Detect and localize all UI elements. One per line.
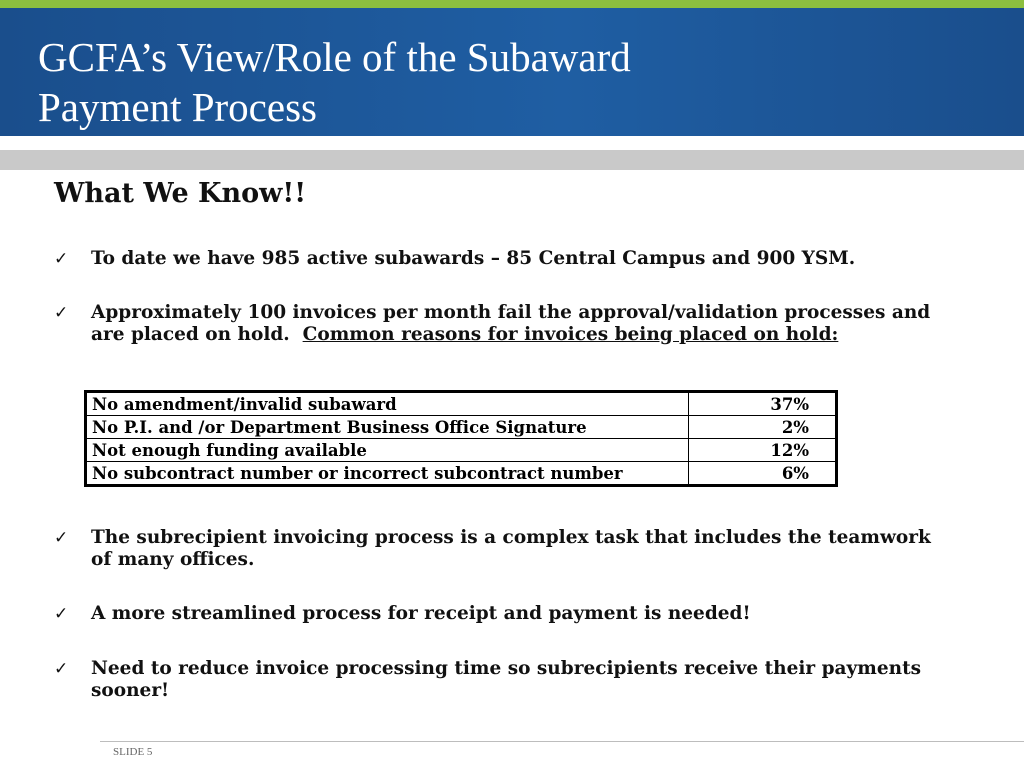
reason-cell: Not enough funding available (86, 439, 689, 462)
checkmark-icon: ✓ (54, 659, 69, 679)
slide-header (0, 8, 1024, 136)
hold-reasons-table (84, 390, 838, 487)
percent-cell: 12% (689, 439, 837, 462)
reason-cell: No amendment/invalid subaward (86, 392, 689, 416)
bullet-active-subawards (54, 248, 954, 270)
reason-cell: No P.I. and /or Department Business Office Signature (86, 416, 689, 439)
bullet-text (91, 302, 954, 346)
table-row (86, 416, 837, 439)
bullet-text: The subrecipient invoicing process is a complex task that includes the teamwork of many offices. (91, 527, 931, 570)
percent-cell: 2% (689, 416, 837, 439)
bullet-text-plain: Approximately 100 invoices per month fail the approval/validation processes and are placed on hold. (91, 302, 931, 345)
slide-title (38, 32, 838, 132)
checkmark-icon: ✓ (54, 303, 69, 323)
table-row (86, 392, 837, 416)
bullet-invoices-on-hold (54, 302, 954, 346)
bullet-complex-process (54, 527, 954, 571)
top-accent-stripe (0, 0, 1024, 8)
slide-title-line-2: Payment Process (38, 84, 317, 130)
bullet-text-underlined: Common reasons for invoices being placed on hold: (302, 324, 839, 345)
percent-cell: 37% (689, 392, 837, 416)
checkmark-icon: ✓ (54, 528, 69, 548)
reason-cell: No subcontract number or incorrect subcontract number (86, 462, 689, 486)
checkmark-icon: ✓ (54, 249, 69, 269)
bullet-text: To date we have 985 active subawards – 85 Central Campus and 900 YSM. (91, 248, 856, 269)
bullet-text: Need to reduce invoice processing time so subrecipients receive their payments sooner! (91, 658, 922, 701)
slide-title-line-1: GCFA’s View/Role of the Subaward (38, 34, 631, 80)
footer-divider (100, 741, 1024, 742)
section-heading: What We Know!! (54, 178, 307, 209)
header-divider-bar (0, 150, 1024, 170)
slide-number: SLIDE 5 (113, 746, 153, 758)
bullet-text: A more streamlined process for receipt and payment is needed! (91, 603, 751, 624)
table-row (86, 462, 837, 486)
percent-cell: 6% (689, 462, 837, 486)
checkmark-icon: ✓ (54, 604, 69, 624)
bullet-streamlined-process (54, 603, 954, 625)
bullet-reduce-processing-time (54, 658, 954, 702)
table-row (86, 439, 837, 462)
